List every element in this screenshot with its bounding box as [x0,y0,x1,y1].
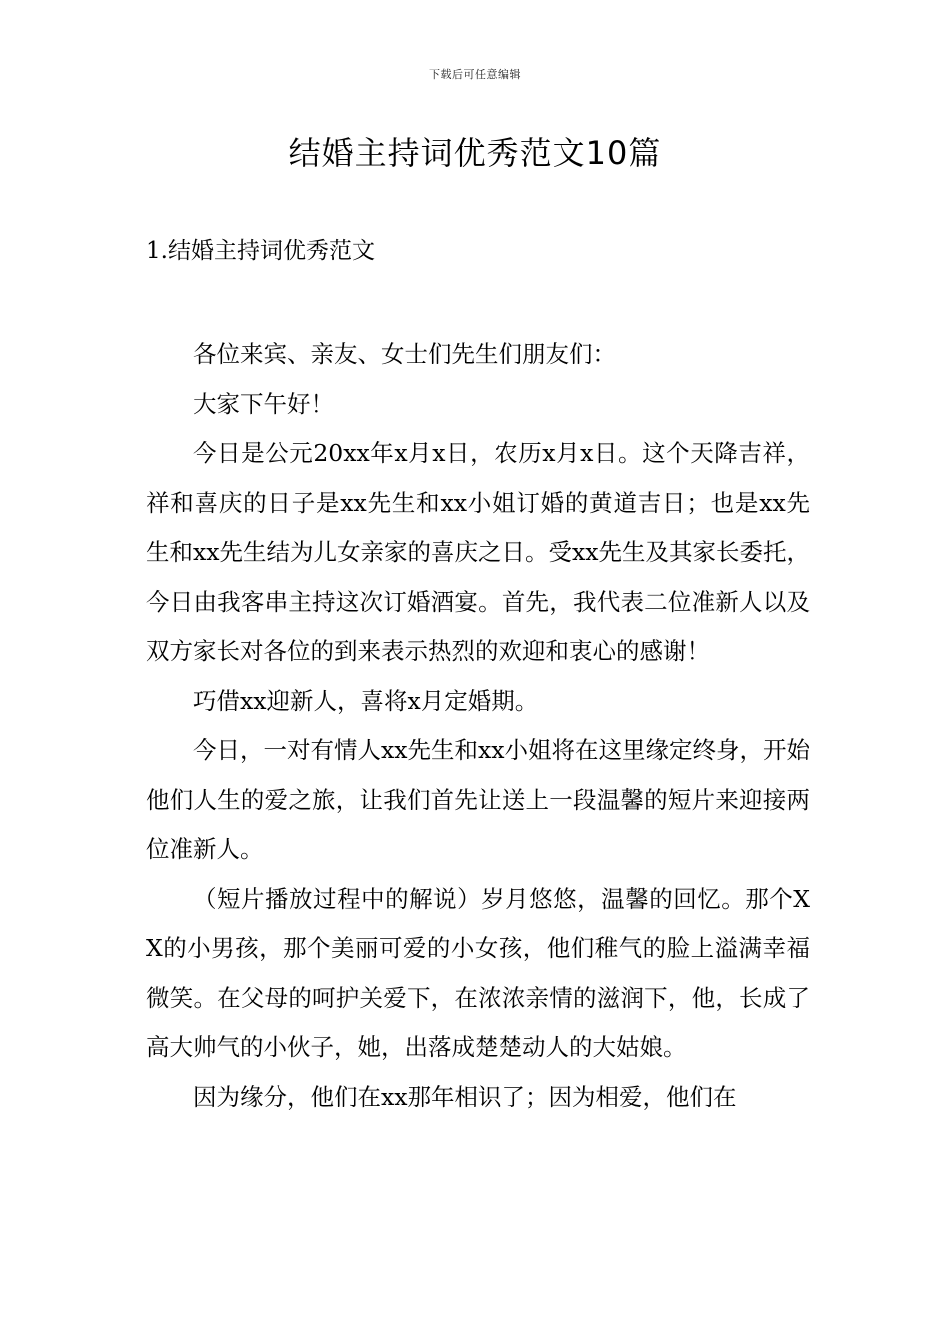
paragraph-couplet: 巧借xx迎新人，喜将x月定婚期。 [193,686,539,715]
paragraph-salutation: 大家下午好！ [193,389,334,418]
section-heading: 1.结婚主持词优秀范文 [146,238,375,264]
paragraph-story: 因为缘分，他们在xx那年相识了；因为相爱，他们在 [193,1082,737,1111]
body-text [146,330,810,1122]
header-note: 下载后可任意编辑 [429,68,521,81]
paragraph-introduction: 今日，一对有情人xx先生和xx小姐将在这里缘定终身，开始他们人生的爱之旅，让我们首先让送上一段温馨的短片来迎接两位准新人。 [146,736,811,863]
paragraph-opening: 今日是公元20xx年x月x日，农历x月x日。这个天降吉祥，祥和喜庆的日子是xx先生和xx小姐订婚的黄道吉日；也是xx先生和xx先生结为儿女亲家的喜庆之日。受xx先生及其家长委托，今日由我客串主持这次订婚酒宴。首先，我代表二位准新人以及双方家长对各位的到来表示热烈的欢迎和衷心的感谢！ [146,439,811,665]
paragraph-greeting: 各位来宾、亲友、女士们先生们朋友们： [193,340,616,368]
document-title: 结婚主持词优秀范文10篇 [288,134,662,172]
paragraph-video-narration: （短片播放过程中的解说）岁月悠悠，温馨的回忆。那个XX的小男孩，那个美丽可爱的小女孩，他们稚气的脸上溢满幸福微笑。在父母的呵护关爱下，在浓浓亲情的滋润下，他，长成了高大帅气的小伙子，她，出落成楚楚动人的大姑娘。 [146,884,810,1061]
